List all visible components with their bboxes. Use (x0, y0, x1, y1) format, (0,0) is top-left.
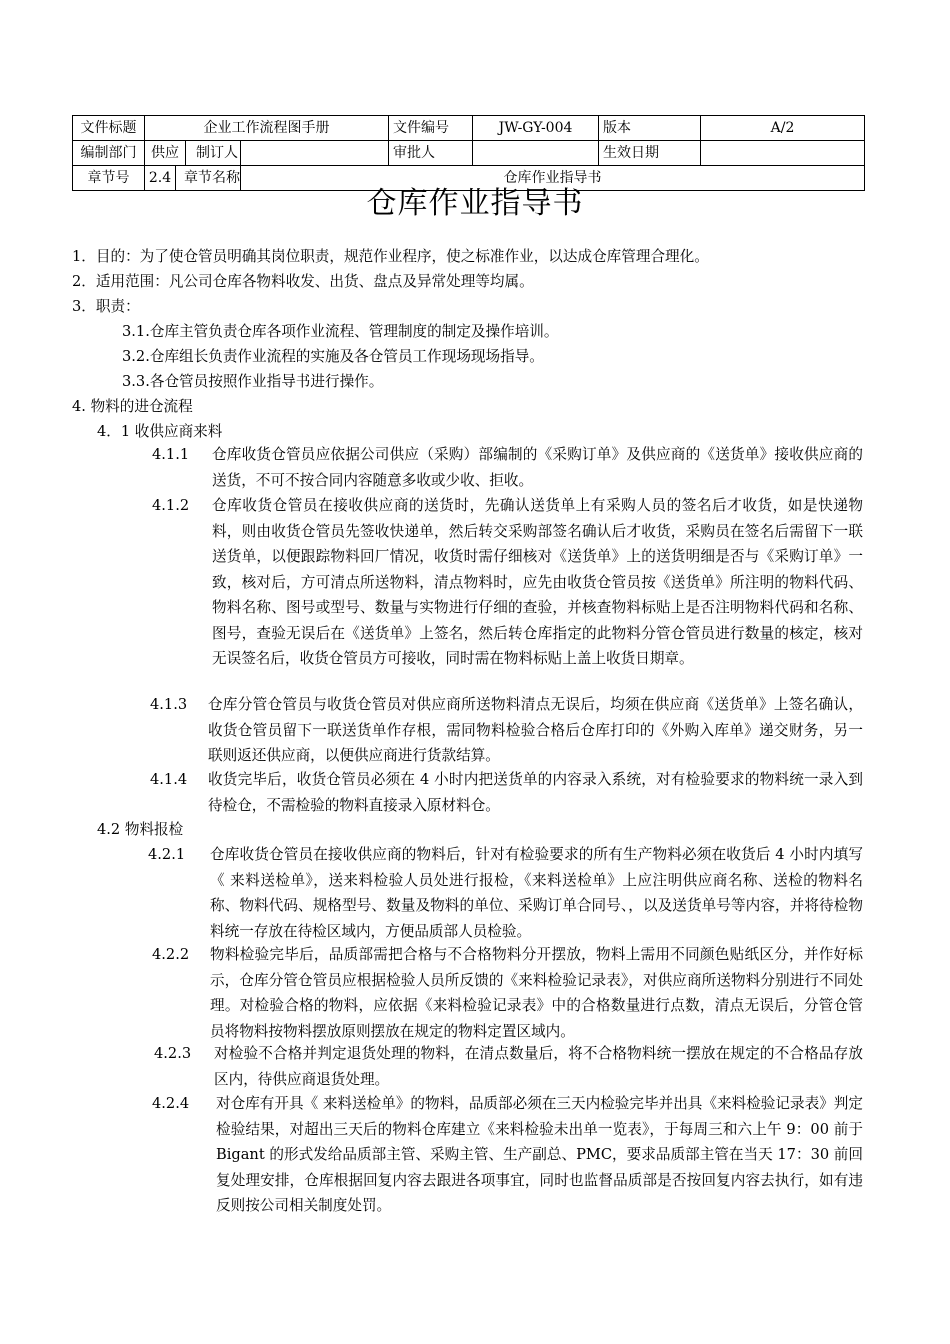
section-3-duties: 3．职责： (72, 298, 140, 315)
paragraph-number: 4.1.2 (152, 497, 190, 514)
paragraph-4-2-4 (152, 1091, 863, 1219)
document-title: 仓库作业指导书 (366, 186, 584, 221)
paragraph-text: 仓库分管仓管员与收货仓管员对供应商所送物料清点无误后，均须在供应商《送货单》上签名确认，收货仓管员留下一联送货单作存根，需同物料检验合格后仓库打印的《外购入库单》递交财务，另一联则返还供应商，以便供应商进行货款结算。 (208, 696, 863, 764)
paragraph-text: 仓库收货仓管员在接收供应商的送货时，先确认送货单上有采购人员的签名后才收货，如是快递物料，则由收货仓管员先签收快递单，然后转交采购部签名确认后才收货，采购员在签名后需留下一联送货单，以便跟踪物料回厂情况，收货时需仔细核对《送货单》上的送货明细是否与《采购订单》一致，核对后，方可清点所送物料，清点物料时，应先由收货仓管员按《送货单》所注明的物料代码、物料名称、图号或型号、数量与实物进行仔细的查验，并核查物料标贴上是否注明物料代码和名称、图号，查验无误后在《送货单》上签名，然后转仓库指定的此物料分管仓管员进行数量的核定，核对无误签名后，收货仓管员方可接收，同时需在物料标贴上盖上收货日期章。 (212, 497, 863, 667)
section-1-purpose: 1．目的：为了使仓管员明确其岗位职责，规范作业程序，使之标准作业，以达成仓库管理合理化。 (72, 248, 709, 265)
paragraph-4-1-4 (150, 767, 863, 818)
section-4-heading: 4. 物料的进仓流程 (72, 398, 193, 415)
effective-date-value (701, 141, 865, 166)
doc-title-value: 企业工作流程图手册 (145, 116, 389, 141)
paragraph-number: 4.1.3 (150, 696, 188, 713)
section-3-1: 3.1.仓库主管负责仓库各项作业流程、管理制度的制定及操作培训。 (122, 323, 559, 340)
section-4-2-heading: 4.2 物料报检 (97, 821, 184, 838)
paragraph-number: 4.2.4 (152, 1095, 190, 1112)
author-value (241, 141, 389, 166)
paragraph-4-1-1 (152, 442, 863, 493)
section-4-1-heading: 4．1 收供应商来料 (97, 423, 223, 440)
paragraph-4-2-3 (154, 1041, 863, 1092)
approver-value (473, 141, 599, 166)
paragraph-text: 仓库收货仓管员在接收供应商的物料后，针对有检验要求的所有生产物料必须在收货后 4 小时内填写《 来料送检单》，送来料检验人员处进行报检，《来料送检单》上应注明供应商名称、送检的物料名称、物料代码、规格型号、数量及物料的单位、采购订单合同号、，以及送货单号等内容，并将待检物料统一存放在待检区域内，方便品质部人员检验。 (210, 846, 863, 940)
document-header-table (72, 115, 865, 191)
dept-label: 编制部门 (73, 141, 145, 166)
paragraph-text: 物料检验完毕后，品质部需把合格与不合格物料分开摆放，物料上需用不同颜色贴纸区分，并作好标示，仓库分管仓管员应根据检验人员所反馈的《来料检验记录表》，对供应商所送物料分别进行不同处理。对检验合格的物料，应依据《来料检验记录表》中的合格数量进行点数，清点无误后，分管仓管员将物料按物料摆放原则摆放在规定的物料定置区域内。 (210, 946, 863, 1040)
paragraph-number: 4.2.1 (148, 846, 186, 863)
author-label: 制订人 (196, 145, 238, 161)
paragraph-4-1-2 (152, 493, 863, 672)
paragraph-text: 对检验不合格并判定退货处理的物料，在清点数量后，将不合格物料统一摆放在规定的不合格品存放区内，待供应商退货处理。 (214, 1045, 863, 1088)
header-row-2 (73, 141, 865, 166)
paragraph-number: 4.1.4 (150, 771, 188, 788)
version-label: 版本 (599, 116, 701, 141)
version-value: A/2 (701, 116, 865, 141)
paragraph-text: 仓库收货仓管员应依据公司供应（采购）部编制的《采购订单》及供应商的《送货单》接收供应商的送货，不可不按合同内容随意多收或少收、拒收。 (212, 446, 863, 489)
approver-label: 审批人 (389, 141, 473, 166)
doc-no-value: JW-GY-004 (473, 116, 599, 141)
chapter-no-label: 章节号 (73, 166, 145, 191)
paragraph-text: 对仓库有开具《 来料送检单》的物料，品质部必须在三天内检验完毕并出具《来料检验记录表》判定检验结果，对超出三天后的物料仓库建立《来料检验未出单一览表》，于每周三和六上午 9：00 前于 Bigant 的形式发给品质部主管、采购主管、生产副总、PMC，要求品质部主管在当天 17：30 前回复处理安排，仓库根据回复内容去跟进各项事宜，同时也监督品质部是否按回复内容去执行，如有违反则按公司相关制度处罚。 (216, 1095, 863, 1214)
paragraph-text: 收货完毕后，收货仓管员必须在 4 小时内把送货单的内容录入系统，对有检验要求的物料统一录入到待检仓，不需检验的物料直接录入原材料仓。 (208, 771, 863, 814)
paragraph-4-1-3 (150, 692, 863, 769)
dept-split-cell (145, 141, 241, 166)
paragraph-number: 4.2.3 (154, 1045, 192, 1062)
doc-no-label: 文件编号 (389, 116, 473, 141)
chapter-name-label: 章节名称 (184, 170, 240, 186)
header-row-1 (73, 116, 865, 141)
section-3-2: 3.2.仓库组长负责作业流程的实施及各仓管员工作现场现场指导。 (122, 348, 544, 365)
paragraph-4-2-1 (148, 842, 863, 944)
section-3-3: 3.3.各仓管员按照作业指导书进行操作。 (122, 373, 384, 390)
section-2-scope: 2．适用范围：凡公司仓库各物料收发、出货、盘点及异常处理等均属。 (72, 273, 534, 290)
chapter-name-value: 仓库作业指导书 (241, 166, 865, 191)
paragraph-4-2-2 (152, 942, 863, 1044)
paragraph-number: 4.1.1 (152, 446, 190, 463)
dept-value: 供应 (145, 141, 186, 165)
effective-date-label: 生效日期 (599, 141, 701, 166)
doc-title-label: 文件标题 (73, 116, 145, 141)
paragraph-number: 4.2.2 (152, 946, 190, 963)
chapter-no-value: 2.4 (145, 166, 176, 190)
